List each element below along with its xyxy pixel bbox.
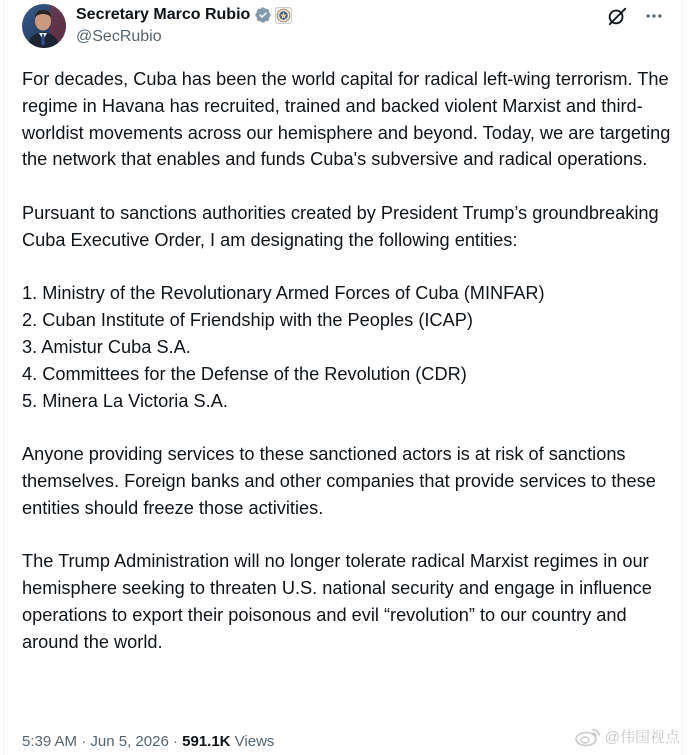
meta-separator: ·: [77, 733, 91, 750]
author-handle[interactable]: @SecRubio: [76, 28, 162, 45]
verified-badge-icon[interactable]: [254, 6, 272, 24]
tweet-paragraph-1: For decades, Cuba has been the world capital for radical left-wing terrorism. The regime in Havana has recruited, trained and backed violent Marxist and third-worldist movements across our hemisphere and beyond. Today, we are targeting the network that enables and funds Cuba's subversive and radical operations.: [22, 69, 671, 170]
tweet-paragraph-2: Pursuant to sanctions authorities created by President Trump’s groundbreaking Cuba Executive Order, I am designating the following entities:: [22, 202, 659, 250]
list-item: 4. Committees for the Defense of the Revolution (CDR): [22, 363, 467, 384]
avatar[interactable]: [22, 4, 66, 48]
avatar-portrait-icon: [22, 4, 66, 48]
views-count: 591.1K: [182, 733, 231, 750]
tweet-time[interactable]: 5:39 AM: [22, 733, 78, 750]
watermark-text: @伟国视点: [604, 729, 680, 746]
list-item: 2. Cuban Institute of Friendship with the Peoples (ICAP): [22, 310, 473, 331]
more-options-icon[interactable]: [644, 6, 664, 26]
card-border-right: [682, 0, 683, 755]
tweet-paragraph-3: Anyone providing services to these sanctioned actors is at risk of sanctions themselves. Foreign banks and other companies that provide services to these entities should freeze those activities.: [22, 444, 656, 518]
list-item: 3. Amistur Cuba S.A.: [22, 336, 191, 357]
tweet-top-actions: [606, 5, 664, 27]
tweet-header: [22, 3, 292, 49]
designated-entities-list: [22, 280, 672, 414]
views-label: Views: [230, 733, 275, 750]
weibo-watermark: [575, 726, 680, 747]
tweet-text: [22, 66, 672, 682]
tweet-paragraph-4: The Trump Administration will no longer tolerate radical Marxist regimes in our hemisphere seeking to threaten U.S. national security and engage in influence operations to export their poisonous and evil “revolution” to our country and around the world.: [22, 551, 652, 652]
grok-icon[interactable]: [606, 5, 628, 27]
weibo-logo-icon: [575, 727, 601, 747]
meta-separator-2: ·: [168, 733, 183, 750]
list-item: 1. Ministry of the Revolutionary Armed Forces of Cuba (MINFAR): [22, 283, 545, 304]
tweet-meta: [22, 733, 274, 750]
list-item: 5. Minera La Victoria S.A.: [22, 390, 228, 411]
department-seal-icon: [275, 7, 292, 24]
tweet-date[interactable]: Jun 5, 2026: [90, 733, 169, 750]
card-border-left: [3, 0, 4, 755]
author-display-name[interactable]: Secretary Marco Rubio: [76, 6, 251, 23]
